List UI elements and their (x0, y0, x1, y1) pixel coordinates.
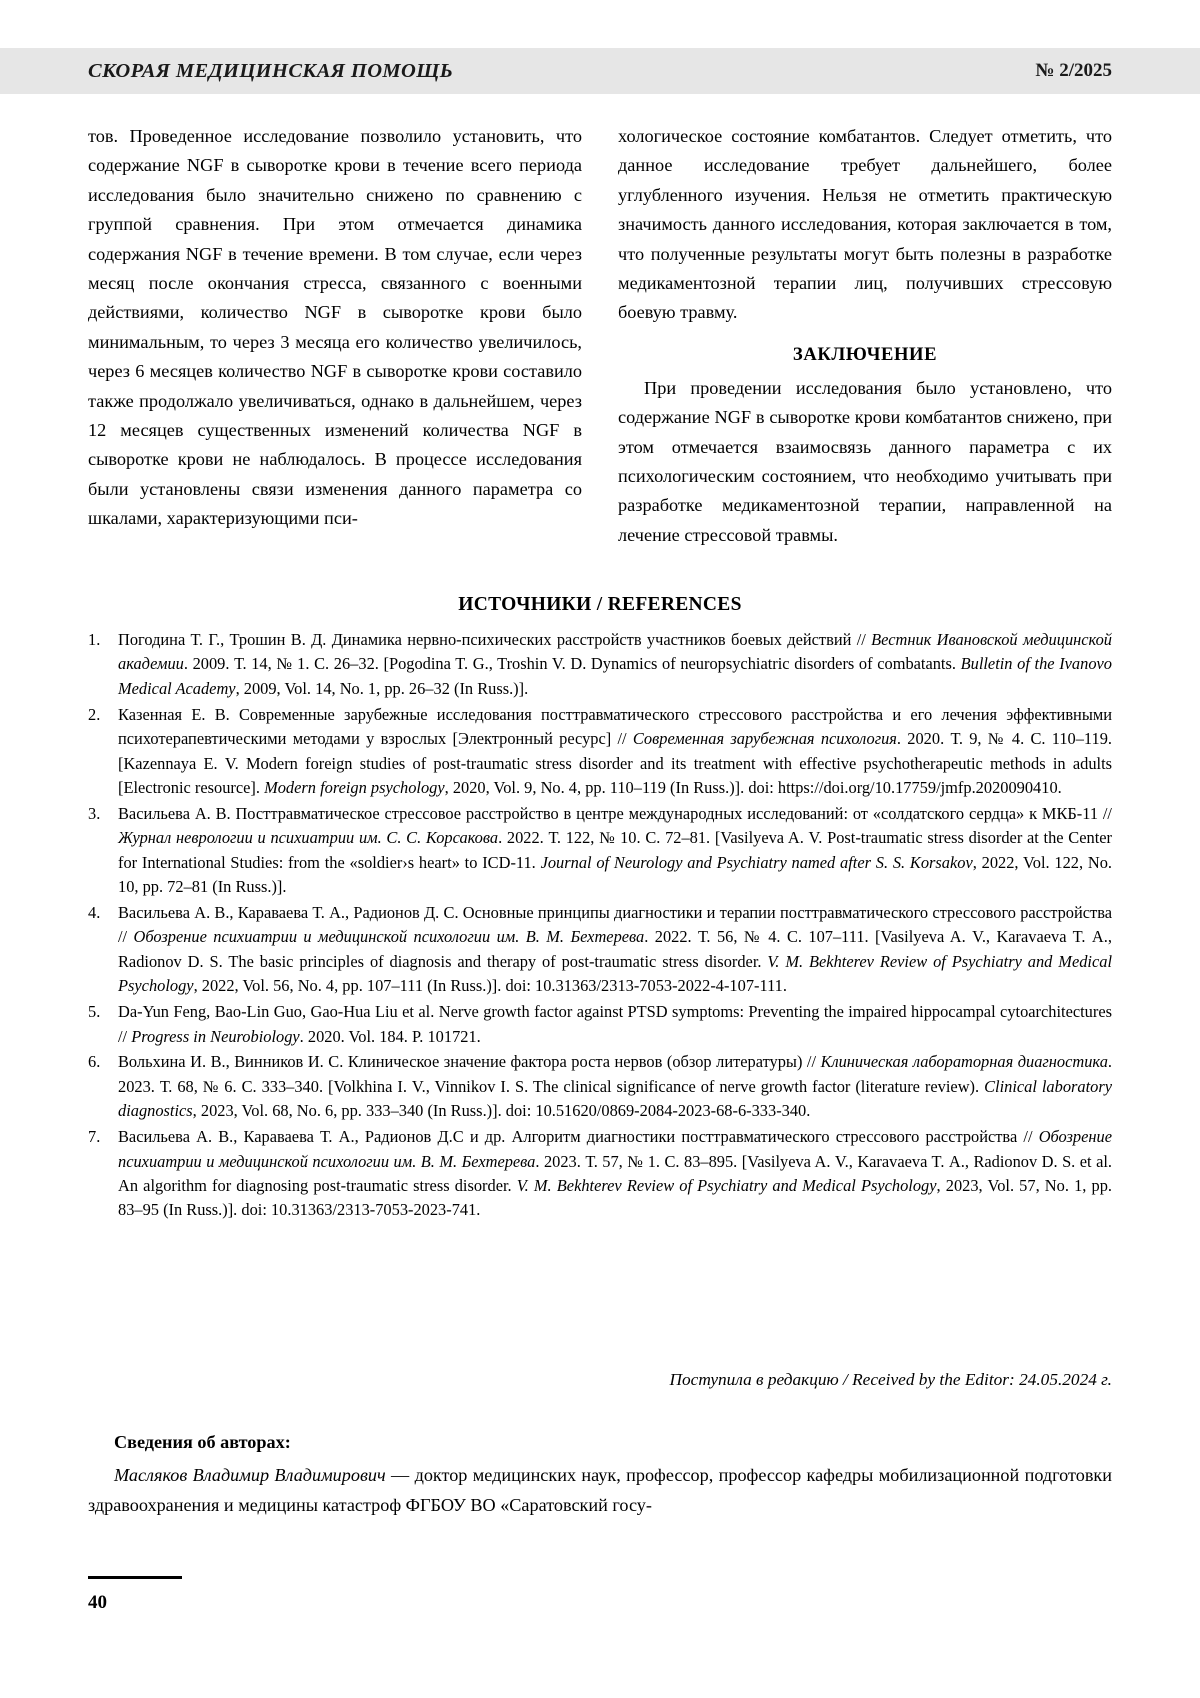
journal-title: СКОРАЯ МЕДИЦИНСКАЯ ПОМОЩЬ (88, 59, 454, 82)
page-number: 40 (88, 1592, 107, 1613)
reference-item (88, 703, 1112, 801)
references-list (88, 628, 1112, 1224)
references-heading: ИСТОЧНИКИ / REFERENCES (458, 594, 742, 615)
reference-number: 2. (88, 704, 101, 724)
reference-text: Вольхина И. В., Винников И. С. Клиническое значение фактора роста нервов (обзор литературы) // Клиническая лабораторная диагностика. 2023. Т. 68, № 6. С. 333–340. [Volkhina I. V., Vinnikov I. S. The clinical significance of nerve growth factor (literature review). Clinical laboratory diagnostics, 2023, Vol. 68, No. 6, pp. 333–340 (In Russ.)]. doi: 10.51620/0869-2084-2023-68-6-333-340. (118, 1052, 1112, 1121)
reference-item (88, 901, 1112, 999)
reference-text: Васильева А. В. Посттравматическое стрессовое расстройство в центре международных исследований: от «солдатского сердца» к МКБ-11 // Журнал неврологии и психиатрии им. С. С. Корсакова. 2022. Т. 122, № 10. С. 72–81. [Vasilyeva A. V. Post-traumatic stress disorder at the Center for International Studies: from the «soldier›s heart» to ICD-11. Journal of Neurology and Psychiatry named after S. S. Korsakov, 2022, Vol. 122, No. 10, pp. 72–81 (In Russ.)]. (118, 803, 1112, 897)
left-column-paragraph: тов. Проведенное исследование позволило установить, что содержание NGF в сыворотке крови в течение всего периода исследования было значительно снижено по сравнению с группой сравнения. При этом отмечается динамика содержания NGF в течение времени. В том случае, если через месяц после окончания стресса, связанного с военными действиями, количество NGF в сыворотке крови было минимальным, то через 3 месяца его количество увеличилось, через 6 месяцев количество NGF в сыворотке крови составило также продолжало увеличиваться, однако в дальнейшем, через 12 месяцев существенных изменений количества NGF в сыворотке крови не наблюдалось. В процессе исследования были установлены связи изменения данного параметра со шкалами, характеризующими пси- (88, 126, 582, 529)
reference-text: Казенная Е. В. Современные зарубежные исследования посттравматического стрессового расстройства и его лечения эффективными психотерапевтическими методами у взрослых [Электронный ресурс] // Современная зарубежная психология. 2020. Т. 9, № 4. С. 110–119. [Kazennaya E. V. Modern foreign studies of post-traumatic stress disorder and its treatment with effective psychotherapeutic methods in adults [Electronic resource]. Modern foreign psychology, 2020, Vol. 9, No. 4, pp. 110–119 (In Russ.)]. doi: https://doi.org/10.17759/jmfp.2020090410. (118, 704, 1113, 797)
reference-number: 3. (88, 803, 101, 823)
reference-item (88, 1050, 1112, 1123)
reference-item (88, 1125, 1112, 1223)
reference-text: Васильева А. В., Караваева Т. А., Радионов Д. С. Основные принципы диагностики и терапии посттравматического стрессового расстройства // Обозрение психиатрии и медицинской психологии им. В. М. Бехтерева. 2022. Т. 56, № 4. С. 107–111. [Vasilyeva A. V., Karavaeva T. A., Radionov D. S. The basic principles of diagnosis and therapy of post-traumatic stress disorder. V. M. Bekhterev Review of Psychiatry and Medical Psychology, 2022, Vol. 56, No. 4, pp. 107–111 (In Russ.)]. doi: 10.31363/2313-7053-2022-4-107-111. (118, 902, 1112, 996)
reference-number: 1. (88, 630, 101, 649)
issue-number: № 2/2025 (1035, 60, 1112, 81)
reference-text: Васильева А. В., Караваева Т. А., Радионов Д.С и др. Алгоритм диагностики посттравматического стрессового расстройства // Обозрение психиатрии и медицинской психологии им. В. М. Бехтерева. 2023. Т. 57, № 1. С. 83–895. [Vasilyeva A. V., Karavaeva T. A., Radionov D. S. et al. An algorithm for diagnosing post-traumatic stress disorder. V. M. Bekhterev Review of Psychiatry and Medical Psychology, 2023, Vol. 57, No. 1, pp. 83–95 (In Russ.)]. doi: 10.31363/2313-7053-2023-741. (118, 1127, 1112, 1220)
reference-number: 5. (88, 1002, 101, 1022)
left-column (88, 122, 582, 550)
footer-rule (88, 1576, 182, 1579)
reference-number: 4. (88, 902, 101, 922)
reference-text: Погодина Т. Г., Трошин В. Д. Динамика нервно-психических расстройств участников боевых действий // Вестник Ивановской медицинской академии. 2009. Т. 14, № 1. С. 26–32. [Pogodina T. G., Troshin V. D. Dynamics of neuropsychiatric disorders of combatants. Bulletin of the Ivanovo Medical Academy, 2009, Vol. 14, No. 1, pp. 26–32 (In Russ.)]. (118, 630, 1112, 698)
conclusion-paragraph: При проведении исследования было установлено, что содержание NGF в сыворотке крови комбатантов снижено, при этом отмечается взаимосвязь данного параметра с их психологическим состоянием, что необходимо учитывать при разработке медикаментозной терапии, направленной на лечение стрессовой травмы. (618, 377, 1112, 545)
authors-info-text: Масляков Владимир Владимирович — доктор медицинских наук, профессор, профессор кафедры мобилизационной подготовки здравоохранения и медицины катастроф ФГБОУ ВО «Саратовский госу- (88, 1465, 1112, 1515)
running-head (88, 48, 1112, 94)
conclusion-heading: ЗАКЛЮЧЕНИЕ (792, 343, 938, 365)
body-columns (88, 122, 1112, 550)
reference-item (88, 628, 1112, 701)
authors-info (88, 1432, 1112, 1520)
reference-item (88, 802, 1112, 900)
reference-number: 7. (88, 1127, 101, 1147)
right-column (618, 122, 1112, 550)
authors-info-heading: Сведения об авторах: (114, 1432, 291, 1452)
reference-item (88, 1000, 1112, 1049)
right-column-paragraph: хологическое состояние комбатантов. Следует отметить, что данное исследование требует дальнейшего, более углубленного изучения. Нельзя не отметить практическую значимость данного исследования, которая заключается в том, что полученные результаты могут быть полезны в разработке медикаментозной терапии лиц, получивших стрессовую боевую травму. (618, 126, 1112, 323)
reference-text: Da-Yun Feng, Bao-Lin Guo, Gao-Hua Liu et al. Nerve growth factor against PTSD symptoms: Preventing the impaired hippocampal cytoarchitectures // Progress in Neurobiology. 2020. Vol. 184. P. 101721. (118, 1002, 1112, 1046)
reference-number: 6. (88, 1052, 101, 1072)
received-date-line: Поступила в редакцию / Received by the Editor: 24.05.2024 г. (669, 1370, 1112, 1389)
